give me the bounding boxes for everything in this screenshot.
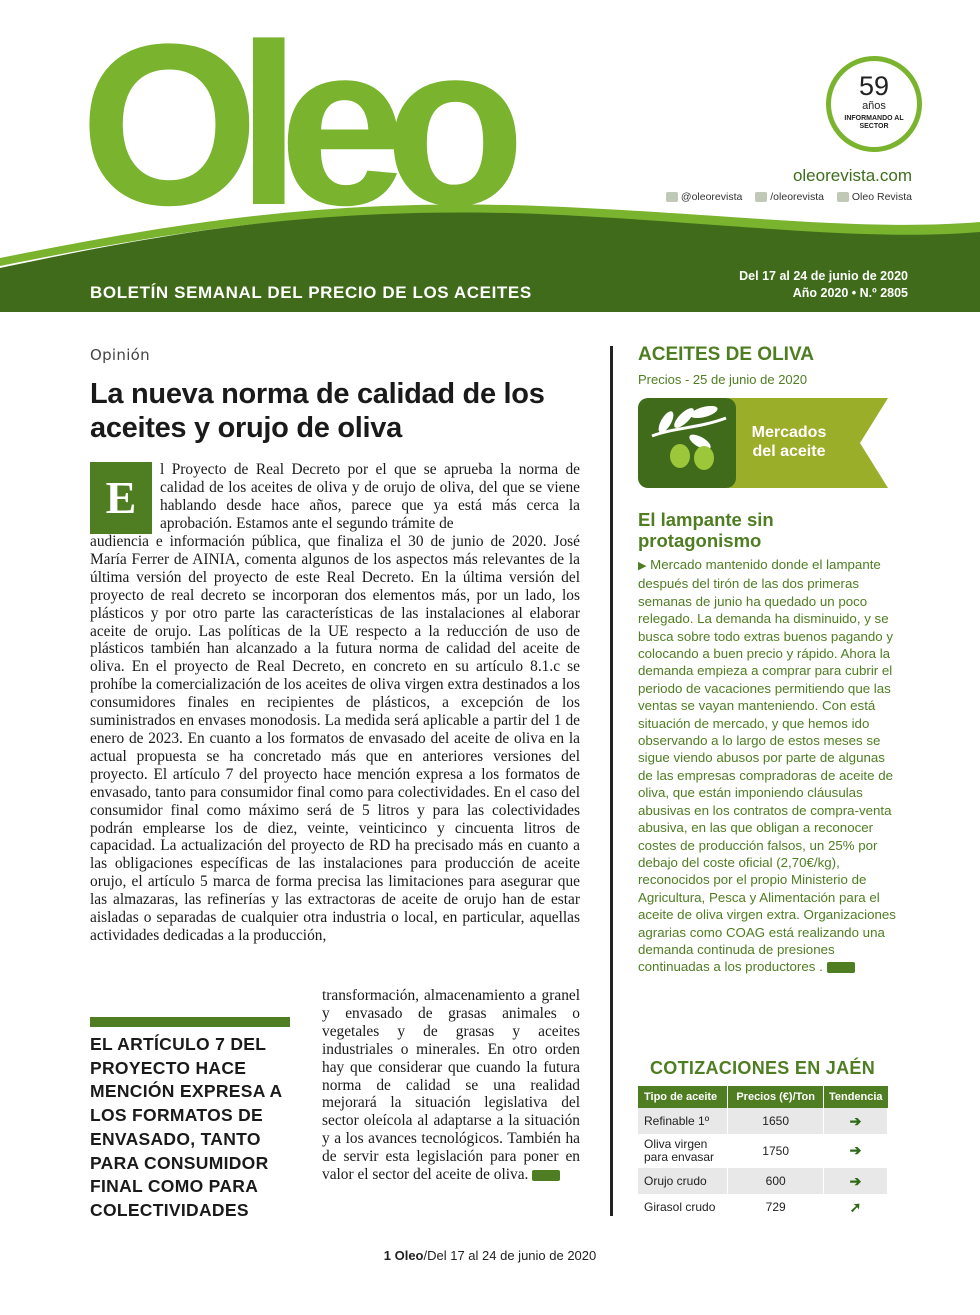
table-header-row [638,1086,888,1108]
issue-info [739,268,908,302]
col-header-precio: Precios (€)/Ton [728,1086,824,1108]
oleo-end-mark-icon [827,962,855,973]
tagline: BOLETÍN SEMANAL DEL PRECIO DE LOS ACEITES [90,283,532,302]
col-header-tendencia: Tendencia [824,1086,888,1108]
article-body-end [322,987,580,1184]
footer-brand: Oleo [394,1248,424,1263]
pullquote-bar [90,1017,290,1027]
cell-precio: 1650 [728,1108,824,1134]
cell-tipo: Refinable 1º [638,1108,728,1134]
social-facebook[interactable]: /oleorevista [770,191,824,203]
cotizaciones-table [638,1086,888,1220]
anniversary-badge [826,56,922,152]
cell-tipo: Girasol crudo [638,1194,728,1220]
table-row [638,1194,888,1220]
article-headline: La nueva norma de calidad de los aceites y orujo de oliva [90,378,545,444]
cell-tipo: Orujo crudo [638,1168,728,1194]
trend-up-arrow-icon: ➚ [849,1198,862,1215]
table-row [638,1168,888,1194]
footer-text: /Del 17 al 24 de junio de 2020 [423,1248,597,1263]
sidebar-date: Precios - 25 de junio de 2020 [638,372,808,387]
anniversary-subtitle: INFORMANDO AL SECTOR [844,115,904,130]
banner-label: Mercados del aceite [751,424,827,460]
linkedin-icon [837,192,849,202]
issue-number: Año 2020 • N.º 2805 [792,286,908,300]
trend-flat-arrow-icon: ➔ [849,1112,862,1129]
page-footer [0,1248,980,1263]
cell-tipo: Oliva virgen para envasar [638,1134,728,1168]
sidebar-body-text: Mercado mantenido donde el lampante después del tirón de las dos primeras semanas de junio ha quedado un poco relegado. La demanda ha disminuido, y se busca sobre todo extras buenos pagando y colocando a buen precio y rápido. Ahora la demanda empieza a comprar para cubrir el periodo de vacaciones permitiendo que las ventas se vayan manteniendo. Con está situación de mercado, y que hemos ido observando a lo largo de estos meses se sigue viendo abusos por parte de algunas de las empresas compradoras de aceite de oliva, que están imponiendo cláusulas abusivas en los contratos de compra-venta abusiva, en las que obligan a reconocer costes de producción falsos, un 25% por debajo del coste oficial (2,70€/kg), reconocidos por el propio Ministerio de Agricultura, Pesca y Alimentación para el aceite de oliva virgen extra. Organizaciones agrarias como COAG está realizando una demanda continuda de presiones continuadas a los productores . [638,557,896,975]
social-linkedin[interactable]: Oleo Revista [851,191,912,203]
twitter-icon [666,192,678,202]
social-twitter[interactable]: @oleorevista [680,191,743,203]
play-arrow-icon: ▶ [638,560,647,572]
article-body-main: audiencia e información pública, que finaliza el 30 de junio de 2020. José María Ferrer de AINIA, comenta algunos de los aspectos más relevantes de la última versión del proyecto de este Real Decreto. En la última versión del proyecto de real decreto se incorporan dos elementos más, por un lado, los plásticos y por otro parte las características de las instalaciones al elaborar aceite de orujo. Las políticas de la UE respecto a la reducción de uso de plásticos también han alcanzado a la futura norma de calidad del aceite de oliva. En el proyecto de Real Decreto, en concreto en su artículo 8.1.c se prohíbe la comercialización de los aceites de oliva virgen extra destinados a los consumidores finales en recipientes de plásticos, a excepción de los suministrados en envases monodosis. La medida será aplicable a partir del 1 de enero de 2023. En cuanto a los formatos de envasado del aceite de oliva en la actual propuesta se ha concretado más que en anteriores versiones del proyecto. El artículo 7 del proyecto hace mención expresa a los formatos de envasado, tanto para consumidor final como para colectividades. En el caso del consumidor final como máximo será de 5 litros y para las colectividades podrán emplearse los de diez, veinte, veinticinco y cincuenta litros de capacidad. La actualización del proyecto de RD ha precisado más en cuanto a las obligaciones específicas de las instalaciones para producción de aceite orujo, el artículo 5 marca de forma precisa las limitaciones para asegurar que las almazaras, las refinerías y las extractoras de aceite de orujo han de estar aisladas o separadas de cualquier otra industria o local, en particular, aquellas actividades dedicadas a la producción, [90,533,580,944]
sidebar-subhead: El lampante sin protagonismo [638,509,774,551]
social-links [656,191,912,203]
table-row [638,1134,888,1168]
col-header-tipo: Tipo de aceite [638,1086,728,1108]
cotizaciones-title: COTIZACIONES EN JAÉN [650,1058,876,1078]
anniversary-number: 59 [858,71,890,101]
issue-dates: Del 17 al 24 de junio de 2020 [739,269,908,283]
page-number: 1 [383,1248,391,1263]
trend-flat-arrow-icon: ➔ [849,1142,862,1158]
cell-precio: 729 [728,1194,824,1220]
masthead [0,0,980,312]
oleo-end-mark-icon [532,1170,560,1181]
cell-precio: 600 [728,1168,824,1194]
trend-flat-arrow-icon: ➔ [849,1172,862,1189]
anniversary-unit: años [862,100,886,112]
facebook-icon [755,192,767,202]
article-body-end-text: transformación, almacenamiento a granel y envasado de grasas animales o vegetales y de grasas y aceites industriales o minerales. En otro orden hay que considerar que cuando la futura norma de calidad se una realidad mejorará la situación legislativa del sector oleícola al adaptarse a la situación y a los avances tecnológicos. También ha de servir esta legislación para poner en valor el sector del aceite de oliva. [322,987,580,1184]
cell-precio: 1750 [728,1134,824,1168]
article-body-intro: l Proyecto de Real Decreto por el que se aprueba la norma de calidad de los aceites de oliva y de orujo de oliva, del que se viene hablando desde hace años, parece que ya está más cerca la aprobación. Estamos ante el segundo trámite de [160,461,580,532]
sidebar-title: ACEITES DE OLIVA [638,344,814,365]
table-row [638,1108,888,1134]
pullquote: EL ARTÍCULO 7 DEL PROYECTO HACE MENCIÓN EXPRESA A LOS FORMATOS DE ENVASADO, TANTO PARA CONSUMIDOR FINAL COMO PARA COLECTIVIDADES [90,1034,282,1220]
oleo-logo: Oleo [80,0,504,253]
sidebar-body [638,556,896,976]
drop-cap: E [90,462,152,534]
column-divider [610,346,613,1216]
website-link[interactable]: oleorevista.com [792,166,912,185]
section-label: Opinión [90,346,150,364]
